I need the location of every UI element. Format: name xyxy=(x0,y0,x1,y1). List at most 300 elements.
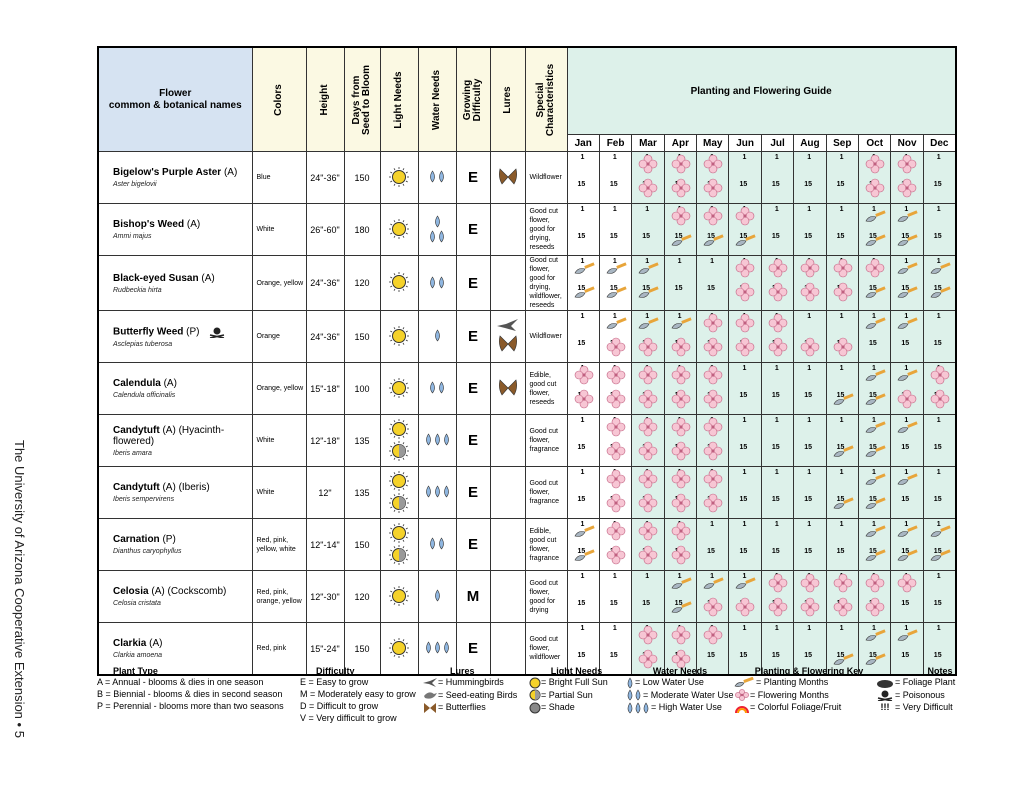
lures-cell xyxy=(490,571,525,623)
partial-sun-icon xyxy=(529,689,541,701)
month-cell-jul xyxy=(761,571,793,623)
flower-icon xyxy=(703,441,723,461)
hummingbird-icon xyxy=(422,677,438,689)
month-cell-dec xyxy=(923,152,956,204)
day-label-1: 1 xyxy=(742,521,747,528)
month-cell-jan xyxy=(567,256,599,311)
day-label-1: 1 xyxy=(580,258,585,265)
month-cell-apr xyxy=(664,152,696,204)
month-cell-feb xyxy=(599,571,631,623)
full-sun-icon xyxy=(389,638,409,658)
flower-icon xyxy=(703,154,723,174)
day-label-15: 15 xyxy=(771,444,780,451)
flower-icon xyxy=(606,337,626,357)
legend-water-title: Water Needs xyxy=(652,666,708,676)
month-cell-jan xyxy=(567,363,599,415)
full-sun-icon xyxy=(389,471,409,491)
trowel-icon xyxy=(897,473,919,487)
flower-icon xyxy=(671,154,691,174)
flower-icon xyxy=(574,389,594,409)
month-cell-nov xyxy=(891,415,923,467)
month-jan: Jan xyxy=(567,135,599,152)
flower-header-subtitle: common & botanical names xyxy=(108,99,242,111)
legend-lures-seed-birds: = Seed-eating Birds xyxy=(438,689,518,700)
common-name: Candytuft xyxy=(113,424,160,436)
day-label-1: 1 xyxy=(872,417,876,424)
month-cell-oct xyxy=(859,204,891,256)
water-drop-icon xyxy=(424,433,433,446)
month-cell-feb xyxy=(599,204,631,256)
difficulty-cell: E xyxy=(456,519,490,571)
month-nov: Nov xyxy=(891,135,923,152)
month-cell-nov xyxy=(891,256,923,311)
month-cell-dec xyxy=(923,363,956,415)
day-label-1: 1 xyxy=(807,521,812,528)
month-may: May xyxy=(697,135,729,152)
flower-icon xyxy=(703,365,723,385)
flower-icon xyxy=(768,597,788,617)
height-cell: 24"-36" xyxy=(306,152,344,204)
table-row xyxy=(98,152,956,204)
table-row xyxy=(98,311,956,363)
day-label-15: 15 xyxy=(771,392,780,399)
trowel-icon xyxy=(671,601,693,615)
month-cell-nov xyxy=(891,467,923,519)
day-label-15: 15 xyxy=(836,652,845,659)
special-header-label-2: Characteristics xyxy=(545,63,556,136)
water-header-label: Water Needs xyxy=(431,69,442,130)
special-cell: Good cut flower, wildflower xyxy=(525,623,567,676)
day-label-15: 15 xyxy=(674,600,683,607)
flower-icon xyxy=(703,469,723,489)
day-label-1: 1 xyxy=(677,313,682,320)
month-cell-apr xyxy=(664,363,696,415)
day-label-1: 1 xyxy=(839,313,844,320)
botanical-name: Ammi majus xyxy=(113,233,152,240)
difficulty-cell: E xyxy=(456,204,490,256)
colors-header-label: Colors xyxy=(273,83,284,116)
water-drop-icon xyxy=(437,170,446,183)
plant-type: (A) xyxy=(151,586,165,597)
botanical-name: Rudbeckia hirta xyxy=(113,286,162,294)
flower-icon xyxy=(671,206,691,226)
trowel-icon xyxy=(865,549,887,563)
month-cell-mar xyxy=(632,467,664,519)
days-cell: 150 xyxy=(344,519,380,571)
day-label-1: 1 xyxy=(774,206,779,213)
header-row xyxy=(98,47,956,135)
common-name: Clarkia xyxy=(113,638,147,649)
flower-icon xyxy=(606,389,626,409)
month-cell-mar xyxy=(632,571,664,623)
day-label-15: 15 xyxy=(933,233,942,240)
height-cell: 24"-36" xyxy=(306,256,344,311)
trowel-icon xyxy=(638,317,660,331)
day-label-1: 1 xyxy=(774,417,779,424)
common-name: Carnation xyxy=(113,534,160,545)
lures-cell xyxy=(490,519,525,571)
day-label-1: 1 xyxy=(612,313,617,320)
common-name-extra: (Cockscomb) xyxy=(167,586,227,597)
month-cell-apr xyxy=(664,519,696,571)
butterfly-icon xyxy=(497,167,519,187)
flower-icon xyxy=(703,417,723,437)
month-cell-oct xyxy=(859,311,891,363)
table-row xyxy=(98,415,956,467)
water-drop-icon xyxy=(433,329,442,342)
legend-lures-butterflies: = Butterflies xyxy=(438,702,486,713)
height-header-label: Height xyxy=(319,83,330,116)
month-cell-apr xyxy=(664,256,696,311)
day-label-1: 1 xyxy=(872,469,876,476)
legend-difficulty-easy: E = Easy to grow xyxy=(300,677,369,687)
month-cell-may xyxy=(697,467,729,519)
month-cell-oct xyxy=(859,415,891,467)
month-feb: Feb xyxy=(599,135,631,152)
water-drop-icon xyxy=(442,641,451,654)
month-cell-nov xyxy=(891,363,923,415)
day-label-15: 15 xyxy=(707,285,715,292)
lures-cell xyxy=(490,256,525,311)
trowel-icon xyxy=(574,525,596,539)
colors-header xyxy=(252,47,306,152)
flower-icon xyxy=(768,282,788,302)
flower-icon xyxy=(671,441,691,461)
flower-icon xyxy=(897,154,917,174)
flower-icon xyxy=(800,282,820,302)
month-cell-oct xyxy=(859,571,891,623)
day-label-15: 15 xyxy=(804,444,813,451)
day-label-15: 15 xyxy=(901,285,910,292)
month-cell-jun xyxy=(729,363,761,415)
rainbow-icon xyxy=(734,702,750,714)
flower-icon xyxy=(800,597,820,617)
butterfly-icon xyxy=(497,334,519,354)
day-label-15: 15 xyxy=(836,181,845,188)
trowel-icon xyxy=(833,497,855,511)
light-header xyxy=(380,47,418,152)
flower-icon xyxy=(800,258,820,278)
botanical-name: Iberis sempervirens xyxy=(113,496,175,503)
month-cell-feb xyxy=(599,467,631,519)
day-label-15: 15 xyxy=(739,652,748,659)
trowel-icon xyxy=(930,262,952,276)
trowel-icon xyxy=(897,210,919,224)
guide-header-title: Planting and Flowering Guide xyxy=(690,85,832,97)
days-header xyxy=(344,47,380,152)
flower-icon xyxy=(703,597,723,617)
day-label-15: 15 xyxy=(933,496,942,503)
height-cell: 24"-36" xyxy=(306,311,344,363)
colors-cell: Blue xyxy=(252,152,306,204)
month-cell-sep xyxy=(826,311,858,363)
day-label-1: 1 xyxy=(742,154,747,161)
day-label-15: 15 xyxy=(739,233,748,240)
month-cell-jan xyxy=(567,311,599,363)
month-cell-apr xyxy=(664,571,696,623)
flower-icon xyxy=(638,417,658,437)
colors-cell: Red, pink, orange, yellow xyxy=(252,571,306,623)
day-label-15: 15 xyxy=(869,496,877,503)
day-label-1: 1 xyxy=(774,469,779,476)
flower-icon xyxy=(606,521,626,541)
day-label-15: 15 xyxy=(642,233,651,240)
day-label-1: 1 xyxy=(774,365,779,372)
trowel-icon xyxy=(606,262,628,276)
flower-icon xyxy=(865,258,885,278)
flower-icon xyxy=(735,282,755,302)
days-cell: 120 xyxy=(344,256,380,311)
light-cell xyxy=(380,519,418,571)
difficulty-header xyxy=(456,47,490,152)
month-cell-jul xyxy=(761,256,793,311)
day-label-15: 15 xyxy=(577,548,586,555)
day-label-15: 15 xyxy=(609,285,618,292)
month-cell-dec xyxy=(923,311,956,363)
month-cell-may xyxy=(697,311,729,363)
month-cell-may xyxy=(697,152,729,204)
month-cell-jan xyxy=(567,204,599,256)
day-label-15: 15 xyxy=(739,496,748,503)
flower-icon xyxy=(800,337,820,357)
high-water-icon xyxy=(625,702,651,714)
flower-icon xyxy=(930,389,950,409)
light-cell xyxy=(380,256,418,311)
day-label-15: 15 xyxy=(739,444,748,451)
water-cell xyxy=(418,467,456,519)
water-cell xyxy=(418,256,456,311)
day-label-15: 15 xyxy=(642,600,651,607)
flower-icon xyxy=(638,625,658,645)
month-cell-mar xyxy=(632,415,664,467)
day-label-1: 1 xyxy=(839,521,844,528)
day-label-1: 1 xyxy=(904,365,909,372)
trowel-icon xyxy=(865,369,887,383)
day-label-1: 1 xyxy=(839,365,844,372)
days-cell: 150 xyxy=(344,311,380,363)
day-label-15: 15 xyxy=(901,340,910,347)
month-cell-jan xyxy=(567,415,599,467)
month-cell-sep xyxy=(826,467,858,519)
sidebar-text: The University of Arizona Cooperative Extension • 5 xyxy=(12,440,27,738)
legend-notes-poisonous: = Poisonous xyxy=(895,689,945,700)
day-label-15: 15 xyxy=(933,285,942,292)
trowel-icon xyxy=(735,577,757,591)
water-drop-icon xyxy=(437,537,446,550)
light-cell xyxy=(380,363,418,415)
flower-icon xyxy=(574,365,594,385)
day-label-1: 1 xyxy=(580,521,585,528)
legend-difficulty-moderate: M = Moderately easy to grow xyxy=(300,689,416,699)
plant-type: (A) xyxy=(162,482,176,493)
day-label-1: 1 xyxy=(936,469,941,476)
day-label-15: 15 xyxy=(901,600,910,607)
difficulty-cell: E xyxy=(456,363,490,415)
height-cell: 12"-18" xyxy=(306,415,344,467)
plant-type: (A) xyxy=(149,638,163,649)
plant-type: (P) xyxy=(162,534,176,545)
flower-icon xyxy=(703,389,723,409)
day-label-1: 1 xyxy=(710,573,714,580)
flower-icon xyxy=(833,597,853,617)
difficulty-cell: E xyxy=(456,467,490,519)
flower-icon xyxy=(703,337,723,357)
month-cell-mar xyxy=(632,204,664,256)
day-label-15: 15 xyxy=(804,652,813,659)
flower-icon xyxy=(735,313,755,333)
day-label-15: 15 xyxy=(869,548,877,555)
colors-cell: White xyxy=(252,415,306,467)
month-cell-jun xyxy=(729,152,761,204)
partial-sun-icon xyxy=(389,493,409,513)
trowel-icon xyxy=(897,549,919,563)
shade-icon xyxy=(529,702,541,714)
month-cell-jan xyxy=(567,467,599,519)
table-row xyxy=(98,519,956,571)
trowel-icon xyxy=(897,369,919,383)
special-cell: Good cut flower, good for drying xyxy=(525,571,567,623)
skull-crossbones-icon xyxy=(875,689,895,701)
legend-plant-type-biennial: B = Biennial - blooms & dies in second season xyxy=(97,689,283,699)
common-name: Candytuft xyxy=(113,482,160,493)
flower-icon xyxy=(638,441,658,461)
day-label-15: 15 xyxy=(577,285,586,292)
water-drop-icon xyxy=(437,381,446,394)
moderate-water-icon xyxy=(625,689,643,701)
day-label-15: 15 xyxy=(836,444,845,451)
day-label-1: 1 xyxy=(839,417,844,424)
flower-icon xyxy=(671,521,691,541)
day-label-1: 1 xyxy=(807,417,812,424)
trowel-icon xyxy=(671,317,693,331)
flower-name-cell xyxy=(98,152,252,204)
flower-icon xyxy=(606,469,626,489)
seed-bird-icon xyxy=(422,689,438,701)
trowel-icon xyxy=(897,421,919,435)
day-label-1: 1 xyxy=(807,313,812,320)
month-cell-mar xyxy=(632,256,664,311)
water-drop-icon xyxy=(433,589,442,602)
flower-name-cell xyxy=(98,363,252,415)
legend-difficulty-title: Difficulty xyxy=(316,666,355,676)
day-label-1: 1 xyxy=(580,154,585,161)
month-cell-dec xyxy=(923,204,956,256)
month-oct: Oct xyxy=(859,135,891,152)
legend-difficulty-difficult: D = Difficult to grow xyxy=(300,701,379,711)
month-aug: Aug xyxy=(794,135,826,152)
month-cell-feb xyxy=(599,415,631,467)
day-label-1: 1 xyxy=(580,206,585,213)
day-label-15: 15 xyxy=(771,652,780,659)
difficulty-cell: E xyxy=(456,623,490,676)
flower-header-title: Flower xyxy=(159,87,192,99)
day-label-15: 15 xyxy=(577,496,586,503)
flower-icon xyxy=(671,625,691,645)
flower-icon xyxy=(734,689,750,701)
water-drop-icon xyxy=(437,230,446,243)
days-cell: 150 xyxy=(344,152,380,204)
day-label-15: 15 xyxy=(609,600,618,607)
trowel-icon xyxy=(671,577,693,591)
flower-header xyxy=(98,47,252,152)
month-cell-jun xyxy=(729,311,761,363)
water-cell xyxy=(418,204,456,256)
day-label-15: 15 xyxy=(577,444,586,451)
trowel-icon xyxy=(865,445,887,459)
day-label-15: 15 xyxy=(933,340,942,347)
legend-water-low: = Low Water Use xyxy=(635,677,704,687)
legend-difficulty xyxy=(300,666,422,724)
flower-icon xyxy=(671,365,691,385)
day-label-1: 1 xyxy=(936,521,941,528)
height-cell: 12"-30" xyxy=(306,571,344,623)
flower-name-cell xyxy=(98,467,252,519)
foliage-plant-icon xyxy=(875,677,895,689)
legend-water-moderate: = Moderate Water Use xyxy=(643,689,734,700)
day-label-1: 1 xyxy=(904,521,909,528)
month-cell-nov xyxy=(891,519,923,571)
flower-icon xyxy=(735,337,755,357)
difficulty-cell: E xyxy=(456,415,490,467)
plant-type: (A) xyxy=(162,424,176,436)
day-label-1: 1 xyxy=(807,206,812,213)
water-drop-icon xyxy=(428,230,437,243)
trowel-icon xyxy=(930,286,952,300)
day-label-15: 15 xyxy=(674,285,683,292)
table-row xyxy=(98,571,956,623)
light-header-label: Light Needs xyxy=(393,70,404,129)
water-drop-icon xyxy=(442,433,451,446)
planting-guide-table xyxy=(97,46,957,676)
flower-icon xyxy=(865,597,885,617)
day-label-1: 1 xyxy=(872,521,876,528)
flower-icon xyxy=(606,545,626,565)
day-label-15: 15 xyxy=(869,392,877,399)
month-cell-jul xyxy=(761,363,793,415)
flower-icon xyxy=(865,573,885,593)
common-name-extra: (Hyacinth-flowered) xyxy=(113,424,225,447)
day-label-1: 1 xyxy=(645,206,650,213)
day-label-15: 15 xyxy=(804,233,813,240)
special-cell: Wildflower xyxy=(525,152,567,204)
month-cell-dec xyxy=(923,467,956,519)
difficulty-cell: E xyxy=(456,256,490,311)
day-label-1: 1 xyxy=(936,573,941,580)
trowel-icon xyxy=(897,262,919,276)
month-cell-dec xyxy=(923,256,956,311)
day-label-15: 15 xyxy=(577,181,586,188)
flower-icon xyxy=(671,545,691,565)
month-cell-sep xyxy=(826,415,858,467)
light-cell xyxy=(380,311,418,363)
water-header xyxy=(418,47,456,152)
month-mar: Mar xyxy=(632,135,664,152)
day-label-15: 15 xyxy=(804,392,813,399)
flower-name-cell xyxy=(98,415,252,467)
day-label-1: 1 xyxy=(839,154,844,161)
day-label-15: 15 xyxy=(836,548,845,555)
plant-type: (P) xyxy=(186,326,200,338)
day-label-15: 15 xyxy=(804,548,813,555)
day-label-1: 1 xyxy=(580,469,585,476)
flower-icon xyxy=(930,365,950,385)
month-cell-sep xyxy=(826,571,858,623)
trowel-icon xyxy=(865,653,887,667)
legend-lures-hummingbirds: = Hummingbirds xyxy=(438,677,504,687)
flower-icon xyxy=(638,365,658,385)
trowel-icon xyxy=(865,473,887,487)
lures-header xyxy=(490,47,525,152)
